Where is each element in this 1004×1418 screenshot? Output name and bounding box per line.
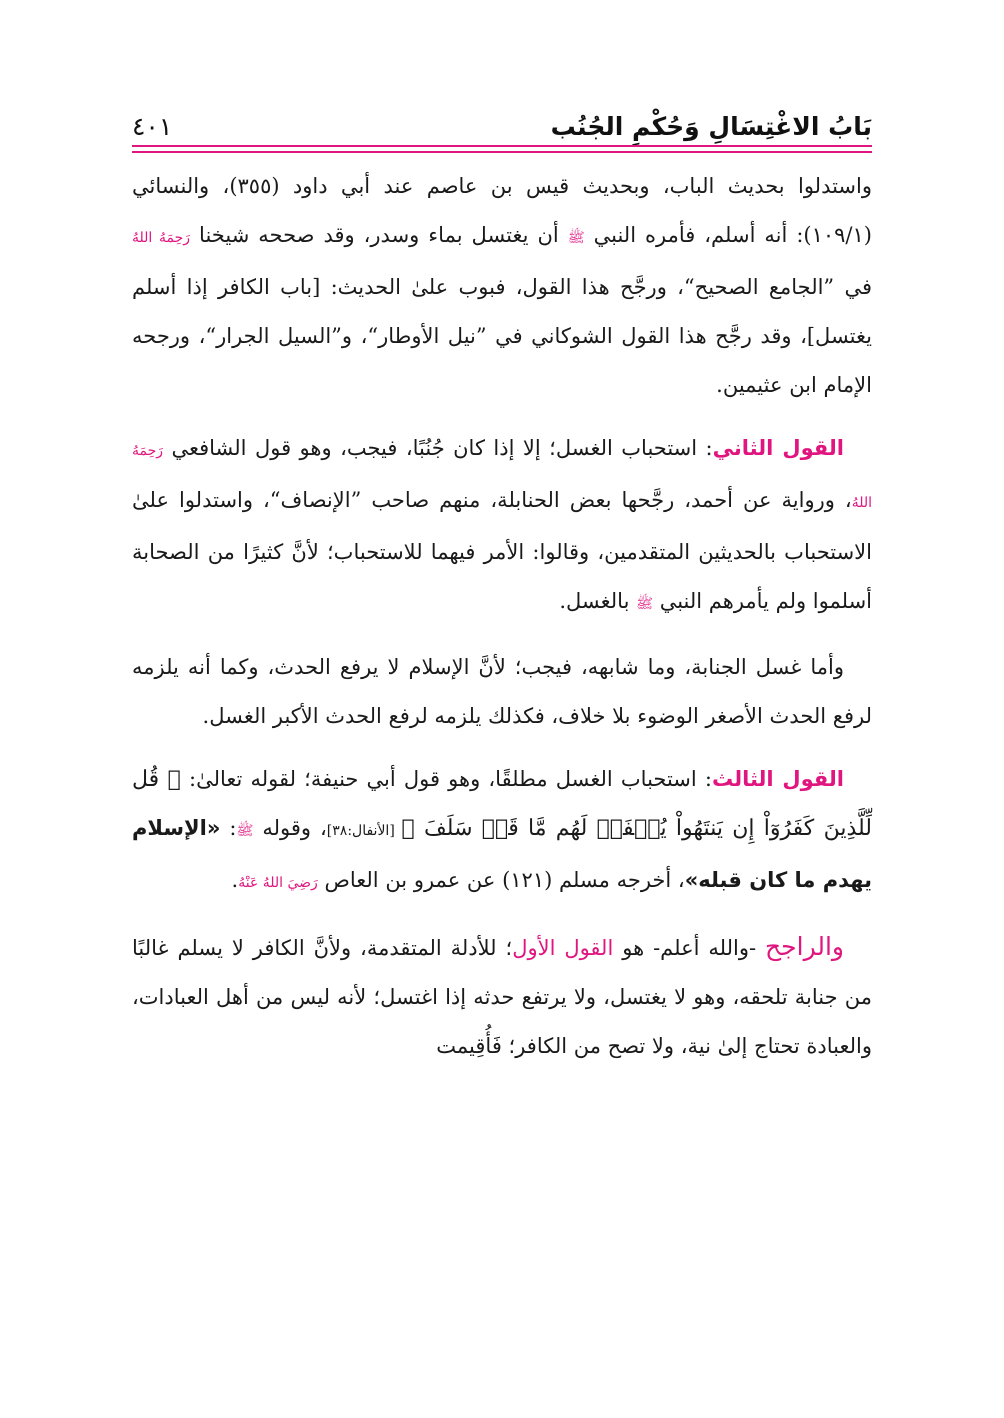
chapter-title: بَابُ الاغْتِسَالِ وَحُكْمِ الجُنُب (550, 112, 872, 141)
text-run: : استحباب الغسل مطلقًا، وهو قول أبي حنيفة؛ لقوله تعالىٰ: (180, 767, 712, 791)
header-rule-bottom (132, 151, 872, 153)
section-label: القول الثاني (712, 436, 844, 460)
text-run: . (231, 868, 239, 892)
text-run: ، وقوله (253, 816, 327, 840)
quran-verse: ﴿ قُل لِّلَّذِينَ كَفَرُوٓاْ إِن يَنتَهُواْ يُغۡفَرۡ لَهُم مَّا قَدۡ سَلَفَ ﴾ (132, 767, 872, 841)
paragraph-1 (132, 162, 872, 410)
paragraph-2 (132, 424, 872, 629)
honorific-glyph: ﷺ (636, 596, 654, 612)
conclusion-lead: والراجح (765, 932, 844, 961)
section-label: القول الثالث (711, 767, 844, 791)
paragraph-4 (132, 755, 872, 908)
header-rule-top (132, 145, 872, 147)
text-run: أن يغتسل بماء وسدر، وقد صححه شيخنا (190, 223, 568, 247)
text-run: ، ورواية عن أحمد، رجَّحها بعض الحنابلة، منهم صاحب ”الإنصاف“، واستدلوا علىٰ الاستحباب بالحديثين المتقدمين، وقالوا: الأمر فيهما للاستحباب؛ لأنَّ كثيرًا من الصحابة أسلموا ولم يأمرهم النبي (132, 488, 872, 613)
paragraph-5 (132, 922, 872, 1071)
text-run: بالغسل. (559, 589, 637, 613)
text-run: وأما غسل الجنابة، وما شابهه، فيجب؛ لأنَّ الإسلام لا يرفع الحدث، وكما أنه يلزمه لرفع الحدث الأصغر الوضوء بلا خلاف، فكذلك يلزمه لرفع الحدث الأكبر الغسل. (132, 655, 872, 728)
honorific-glyph: رَضِيَ اللهُ عَنْهُ (238, 875, 318, 891)
hadith-quote: «الإسلام يهدم ما كان قبله» (132, 816, 872, 892)
text-run: ، أخرجه مسلم (١٢١) عن عمرو بن العاص (317, 868, 685, 892)
text-run: ؛ للأدلة المتقدمة، ولأنَّ الكافر لا يسلم غالبًا من جنابة تلحقه، وهو لا يغتسل، ولا يرتفع حدثه إذا اغتسل؛ لأنه ليس من أهل العبادات، والعبادة تحتاج إلىٰ نية، ولا تصح من الكافر؛ فَأُقِيمت (132, 936, 872, 1058)
honorific-glyph: ﷺ (236, 823, 254, 839)
page-body (132, 162, 872, 1085)
opinion-reference: القول الأول (512, 936, 614, 960)
honorific-glyph: رَحِمَهُ اللهُ (132, 443, 872, 511)
text-run: : استحباب الغسل؛ إلا إذا كان جُنُبًا، فيجب، وهو قول الشافعي (163, 436, 713, 460)
honorific-glyph: ﷺ (567, 230, 585, 246)
verse-citation: [الأنفال:٣٨] (326, 823, 402, 839)
paragraph-3 (132, 643, 872, 741)
honorific-glyph: رَحِمَهُ اللهُ (132, 230, 191, 246)
text-run: واستدلوا بحديث الباب، وبحديث قيس بن عاصم عند أبي داود (٣٥٥)، والنسائي (١٠٩/١): أنه أسلم، فأمره النبي (132, 174, 872, 247)
running-header (132, 110, 872, 146)
page-number: ٤٠١ (132, 112, 173, 141)
text-run: : (220, 816, 237, 840)
text-run: في ”الجامع الصحيح“، ورجَّح هذا القول، فبوب علىٰ الحديث: [باب الكافر إذا أسلم يغتسل]، وقد رجَّح هذا القول الشوكاني في ”نيل الأوطار“، و”السيل الجرار“، ورجحه الإمام ابن عثيمين. (132, 275, 872, 397)
text-run: -والله أعلم- هو (613, 936, 766, 960)
